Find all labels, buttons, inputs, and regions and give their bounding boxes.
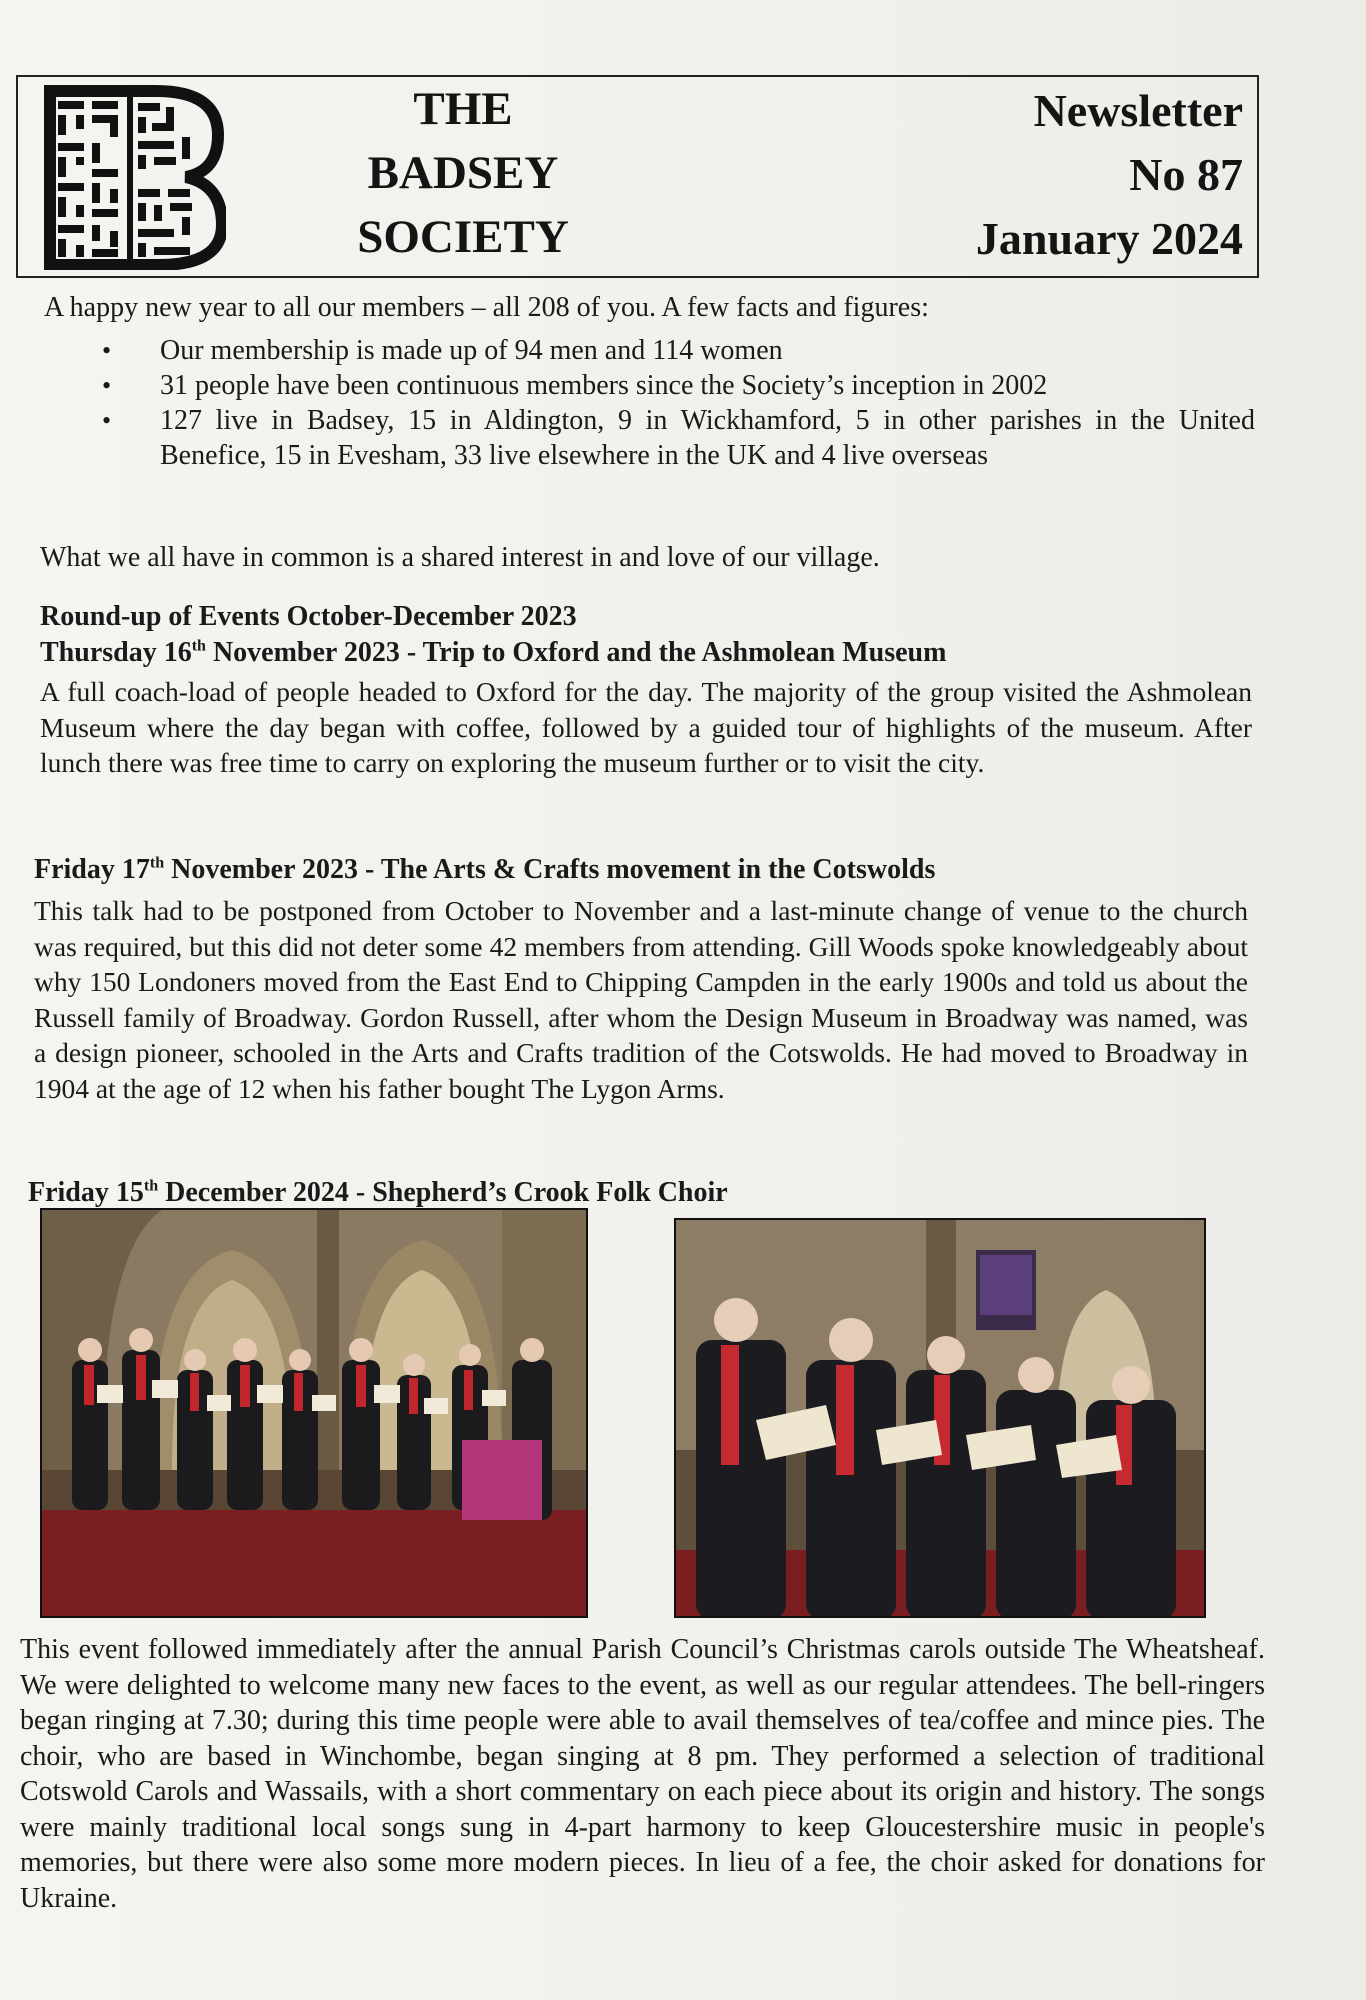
- event-2-heading: [34, 853, 1259, 887]
- event-2-heading-title: November 2023 - The Arts & Crafts movement in the Cotswolds: [164, 854, 936, 885]
- common-interest-paragraph: What we all have in common is a shared interest in and love of our village.: [40, 542, 880, 573]
- badsey-society-logo-icon: [36, 85, 226, 270]
- roundup-heading: Round-up of Events October-December 2023: [40, 601, 577, 632]
- society-name: [318, 77, 608, 269]
- event-3-heading-ordinal: th: [143, 1177, 159, 1195]
- choir-closeup-image: [676, 1220, 1206, 1618]
- society-name-line-2: BADSEY: [367, 147, 559, 199]
- event-3-heading-day: Friday 15: [28, 1177, 144, 1208]
- society-name-line-3: SOCIETY: [357, 211, 569, 263]
- society-name-line-1: THE: [413, 83, 513, 135]
- issue-date: January 2024: [975, 213, 1243, 264]
- event-1-heading-ordinal: th: [191, 637, 206, 655]
- issue-number: No 87: [1129, 149, 1243, 200]
- event-1-heading: [40, 636, 1265, 670]
- choir-church-wide-image: [42, 1210, 588, 1618]
- facts-list: [100, 333, 1255, 473]
- event-2-body: This talk had to be postponed from October to November and a last-minute change of venue to the church was required, but this did not deter some 42 members from attending. Gill Woods spoke knowledgeably about why 150 Londoners moved from the East End to Chipping Campden in the early 1900s and told us about the Russell family of Broadway. Gordon Russell, after whom the Design Museum in Broadway was named, was a design pioneer, schooled in the Arts and Crafts tradition of the Cotswolds. He had moved to Broadway in 1904 at the age of 12 when his father bought The Lygon Arms.: [34, 895, 1248, 1104]
- newsletter-label: Newsletter: [1033, 85, 1243, 136]
- event-1-heading-day: Thursday 16: [40, 637, 192, 668]
- fact-item: • 127 live in Badsey, 15 in Aldington, 9 in Wickhamford, 5 in other parishes in the United Benefice, 15 in Evesham, 33 live elsewhere in the UK and 4 live overseas: [100, 403, 1255, 473]
- event-3-heading-title: December 2024 - Shepherd’s Crook Folk Choir: [158, 1177, 728, 1208]
- event-2-heading-ordinal: th: [149, 854, 165, 872]
- masthead: [16, 75, 1259, 278]
- event-1-body: A full coach-load of people headed to Oxford for the day. The majority of the group visited the Ashmolean Museum where the day began with coffee, followed by a guided tour of highlights of the museum. After lunch there was free time to carry on exploring the museum further or to visit the city.: [40, 676, 1252, 778]
- fact-item: • Our membership is made up of 94 men and 114 women: [100, 333, 1255, 368]
- fact-item: • 31 people have been continuous members since the Society’s inception in 2002: [100, 368, 1255, 403]
- intro-paragraph: A happy new year to all our members – all 208 of you. A few facts and figures:: [44, 292, 929, 323]
- newsletter-issue-block: [976, 79, 1243, 271]
- event-2-heading-day: Friday 17: [34, 854, 150, 885]
- event-1-heading-title: November 2023 - Trip to Oxford and the Ashmolean Museum: [205, 637, 947, 668]
- choir-photo-closeup: [674, 1218, 1206, 1618]
- choir-photo-wide: [40, 1208, 588, 1618]
- event-3-heading: [28, 1176, 1253, 1210]
- event-3-body: This event followed immediately after the annual Parish Council’s Christmas carols outside The Wheatsheaf. We were delighted to welcome many new faces to the event, as well as our regular attendees. The bell-ringers began ringing at 7.30; during this time people were able to avail themselves of tea/coffee and mince pies. The choir, who are based in Winchombe, began singing at 8 pm. They performed a selection of traditional Cotswold Carols and Wassails, with a short commentary on each piece about its origin and history. The songs were mainly traditional local songs sung in 4-part harmony to keep Gloucestershire music in people's memories, but there were also some more modern pieces. In lieu of a fee, the choir asked for donations for Ukraine.: [20, 1634, 1265, 1914]
